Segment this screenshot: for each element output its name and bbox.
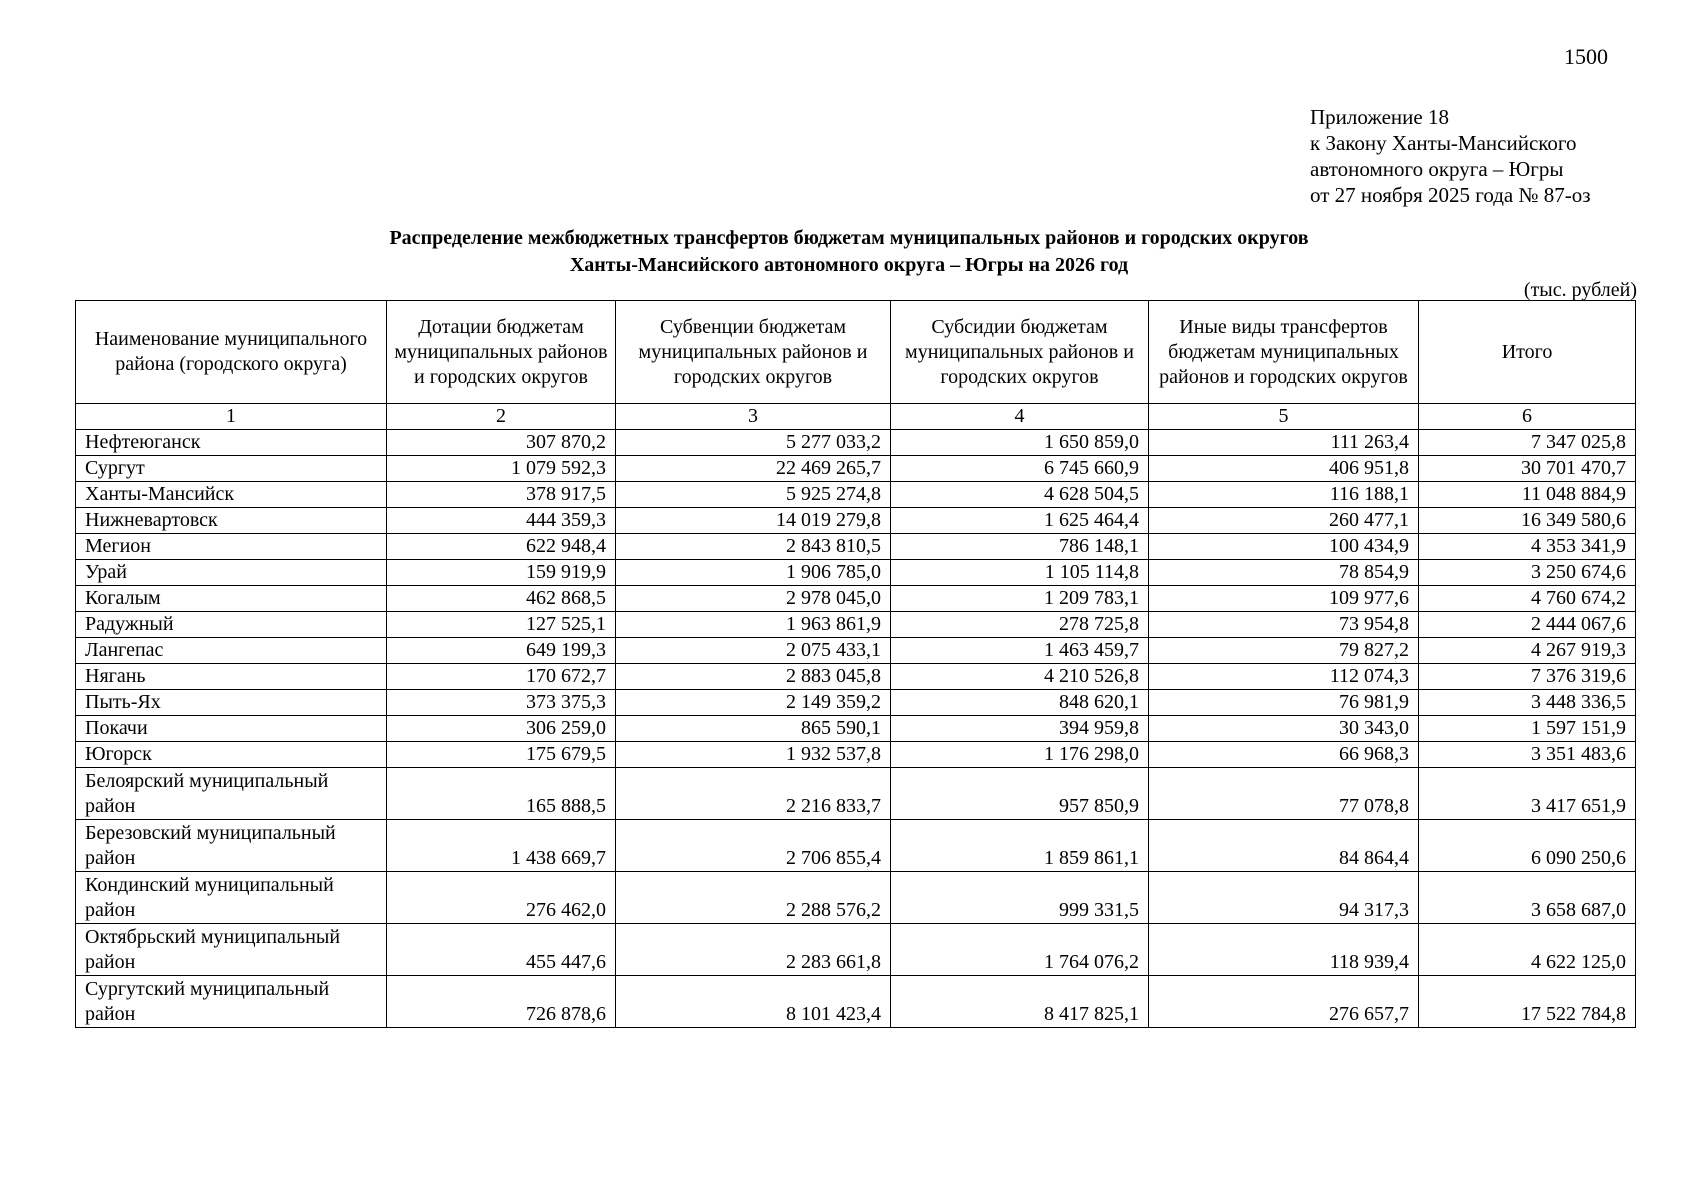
cell-total: 7 376 319,6 — [1419, 664, 1636, 690]
cell-total: 11 048 884,9 — [1419, 482, 1636, 508]
header-cell-total: Итого — [1419, 301, 1636, 404]
appendix-line: Приложение 18 — [1310, 105, 1449, 129]
cell-subsidies: 1 764 076,2 — [891, 924, 1149, 976]
header-cell-subsidies: Субсидии бюджетам муниципальных районов и городских округов — [891, 301, 1149, 404]
column-number: 2 — [387, 404, 616, 430]
cell-subventions: 1 963 861,9 — [616, 612, 891, 638]
cell-dotations: 276 462,0 — [387, 872, 616, 924]
table-row — [76, 768, 1636, 820]
cell-other: 30 343,0 — [1149, 716, 1419, 742]
cell-dotations: 159 919,9 — [387, 560, 616, 586]
cell-subsidies: 6 745 660,9 — [891, 456, 1149, 482]
table-row — [76, 560, 1636, 586]
cell-other: 73 954,8 — [1149, 612, 1419, 638]
cell-subventions: 22 469 265,7 — [616, 456, 891, 482]
cell-total: 3 417 651,9 — [1419, 768, 1636, 820]
cell-other: 78 854,9 — [1149, 560, 1419, 586]
cell-name: Нижневартовск — [76, 508, 387, 534]
table-row — [76, 586, 1636, 612]
table-row — [76, 430, 1636, 456]
cell-dotations: 170 672,7 — [387, 664, 616, 690]
cell-subsidies: 848 620,1 — [891, 690, 1149, 716]
appendix-reference — [1310, 104, 1591, 208]
table-row — [76, 612, 1636, 638]
cell-subsidies: 1 650 859,0 — [891, 430, 1149, 456]
cell-total: 4 353 341,9 — [1419, 534, 1636, 560]
cell-other: 276 657,7 — [1149, 976, 1419, 1028]
cell-dotations: 1 079 592,3 — [387, 456, 616, 482]
cell-subsidies: 957 850,9 — [891, 768, 1149, 820]
cell-subsidies: 786 148,1 — [891, 534, 1149, 560]
cell-subsidies: 4 628 504,5 — [891, 482, 1149, 508]
cell-name: Когалым — [76, 586, 387, 612]
cell-subventions: 2 706 855,4 — [616, 820, 891, 872]
cell-other: 116 188,1 — [1149, 482, 1419, 508]
column-number: 4 — [891, 404, 1149, 430]
cell-other: 94 317,3 — [1149, 872, 1419, 924]
cell-subventions: 2 288 576,2 — [616, 872, 891, 924]
cell-dotations: 1 438 669,7 — [387, 820, 616, 872]
cell-total: 4 760 674,2 — [1419, 586, 1636, 612]
table-row — [76, 924, 1636, 976]
table-row — [76, 742, 1636, 768]
cell-name: Нефтеюганск — [76, 430, 387, 456]
cell-name: Пыть-Ях — [76, 690, 387, 716]
cell-other: 112 074,3 — [1149, 664, 1419, 690]
cell-total: 3 658 687,0 — [1419, 872, 1636, 924]
cell-name: Кондинский муниципальный район — [76, 872, 387, 924]
cell-total: 7 347 025,8 — [1419, 430, 1636, 456]
cell-other: 79 827,2 — [1149, 638, 1419, 664]
cell-subsidies: 1 463 459,7 — [891, 638, 1149, 664]
cell-dotations: 373 375,3 — [387, 690, 616, 716]
cell-dotations: 455 447,6 — [387, 924, 616, 976]
cell-subventions: 1 932 537,8 — [616, 742, 891, 768]
cell-subsidies: 278 725,8 — [891, 612, 1149, 638]
cell-total: 3 250 674,6 — [1419, 560, 1636, 586]
cell-subventions: 8 101 423,4 — [616, 976, 891, 1028]
table-row — [76, 638, 1636, 664]
cell-total: 3 351 483,6 — [1419, 742, 1636, 768]
cell-total: 30 701 470,7 — [1419, 456, 1636, 482]
cell-subsidies: 1 176 298,0 — [891, 742, 1149, 768]
cell-dotations: 306 259,0 — [387, 716, 616, 742]
cell-subsidies: 1 209 783,1 — [891, 586, 1149, 612]
cell-subventions: 5 925 274,8 — [616, 482, 891, 508]
cell-subsidies: 999 331,5 — [891, 872, 1149, 924]
document-title — [0, 225, 1698, 279]
cell-name: Радужный — [76, 612, 387, 638]
cell-dotations: 622 948,4 — [387, 534, 616, 560]
cell-total: 17 522 784,8 — [1419, 976, 1636, 1028]
title-line: Распределение межбюджетных трансфертов бюджетам муниципальных районов и городских округов — [389, 227, 1309, 249]
column-number: 5 — [1149, 404, 1419, 430]
cell-dotations: 726 878,6 — [387, 976, 616, 1028]
cell-other: 109 977,6 — [1149, 586, 1419, 612]
header-cell-subventions: Субвенции бюджетам муниципальных районов и городских округов — [616, 301, 891, 404]
transfers-table — [75, 300, 1636, 1028]
cell-name: Березовский муниципальный район — [76, 820, 387, 872]
cell-subventions: 865 590,1 — [616, 716, 891, 742]
cell-name: Мегион — [76, 534, 387, 560]
cell-dotations: 307 870,2 — [387, 430, 616, 456]
cell-total: 1 597 151,9 — [1419, 716, 1636, 742]
page-number: 1500 — [1564, 44, 1608, 69]
cell-name: Сургут — [76, 456, 387, 482]
appendix-line: автономного округа – Югры — [1310, 157, 1564, 181]
header-cell-other: Иные виды трансфертов бюджетам муниципальных районов и городских округов — [1149, 301, 1419, 404]
title-line: Ханты-Мансийского автономного округа – Югры на 2026 год — [569, 254, 1129, 276]
appendix-line: от 27 ноября 2025 года № 87-оз — [1310, 183, 1591, 207]
cell-other: 100 434,9 — [1149, 534, 1419, 560]
cell-total: 16 349 580,6 — [1419, 508, 1636, 534]
cell-subsidies: 4 210 526,8 — [891, 664, 1149, 690]
cell-dotations: 127 525,1 — [387, 612, 616, 638]
table-row — [76, 976, 1636, 1028]
table-header-row — [76, 301, 1636, 404]
cell-name: Ханты-Мансийск — [76, 482, 387, 508]
cell-other: 84 864,4 — [1149, 820, 1419, 872]
cell-dotations: 649 199,3 — [387, 638, 616, 664]
table-row — [76, 690, 1636, 716]
table-row — [76, 820, 1636, 872]
cell-subventions: 5 277 033,2 — [616, 430, 891, 456]
cell-name: Нягань — [76, 664, 387, 690]
cell-name: Югорск — [76, 742, 387, 768]
cell-subventions: 2 843 810,5 — [616, 534, 891, 560]
cell-name: Урай — [76, 560, 387, 586]
column-number: 3 — [616, 404, 891, 430]
cell-name: Белоярский муниципальный район — [76, 768, 387, 820]
column-number: 1 — [76, 404, 387, 430]
cell-subventions: 1 906 785,0 — [616, 560, 891, 586]
cell-other: 77 078,8 — [1149, 768, 1419, 820]
appendix-line: к Закону Ханты-Мансийского — [1310, 131, 1577, 155]
cell-other: 406 951,8 — [1149, 456, 1419, 482]
cell-total: 3 448 336,5 — [1419, 690, 1636, 716]
cell-other: 66 968,3 — [1149, 742, 1419, 768]
cell-subventions: 2 075 433,1 — [616, 638, 891, 664]
cell-total: 4 267 919,3 — [1419, 638, 1636, 664]
table-row — [76, 664, 1636, 690]
cell-name: Сургутский муниципальный район — [76, 976, 387, 1028]
cell-name: Лангепас — [76, 638, 387, 664]
cell-dotations: 175 679,5 — [387, 742, 616, 768]
cell-dotations: 444 359,3 — [387, 508, 616, 534]
cell-subventions: 2 978 045,0 — [616, 586, 891, 612]
cell-subsidies: 1 859 861,1 — [891, 820, 1149, 872]
table-row — [76, 456, 1636, 482]
cell-dotations: 462 868,5 — [387, 586, 616, 612]
table-row — [76, 872, 1636, 924]
cell-total: 2 444 067,6 — [1419, 612, 1636, 638]
cell-other: 111 263,4 — [1149, 430, 1419, 456]
cell-subsidies: 394 959,8 — [891, 716, 1149, 742]
cell-subsidies: 1 625 464,4 — [891, 508, 1149, 534]
cell-subsidies: 8 417 825,1 — [891, 976, 1149, 1028]
table-row — [76, 716, 1636, 742]
column-number: 6 — [1419, 404, 1636, 430]
cell-total: 4 622 125,0 — [1419, 924, 1636, 976]
cell-other: 260 477,1 — [1149, 508, 1419, 534]
table-body — [76, 430, 1636, 1028]
header-cell-dotations: Дотации бюджетам муниципальных районов и городских округов — [387, 301, 616, 404]
cell-subsidies: 1 105 114,8 — [891, 560, 1149, 586]
column-number-row — [76, 404, 1636, 430]
cell-other: 76 981,9 — [1149, 690, 1419, 716]
table-row — [76, 482, 1636, 508]
cell-subventions: 2 283 661,8 — [616, 924, 891, 976]
cell-subventions: 2 216 833,7 — [616, 768, 891, 820]
header-cell-name: Наименование муниципального района (городского округа) — [76, 301, 387, 404]
cell-total: 6 090 250,6 — [1419, 820, 1636, 872]
table-row — [76, 508, 1636, 534]
units-label: (тыс. рублей) — [1523, 279, 1637, 301]
cell-name: Октябрьский муниципальный район — [76, 924, 387, 976]
cell-subventions: 2 883 045,8 — [616, 664, 891, 690]
table-row — [76, 534, 1636, 560]
cell-other: 118 939,4 — [1149, 924, 1419, 976]
cell-name: Покачи — [76, 716, 387, 742]
cell-subventions: 2 149 359,2 — [616, 690, 891, 716]
cell-subventions: 14 019 279,8 — [616, 508, 891, 534]
cell-dotations: 378 917,5 — [387, 482, 616, 508]
cell-dotations: 165 888,5 — [387, 768, 616, 820]
